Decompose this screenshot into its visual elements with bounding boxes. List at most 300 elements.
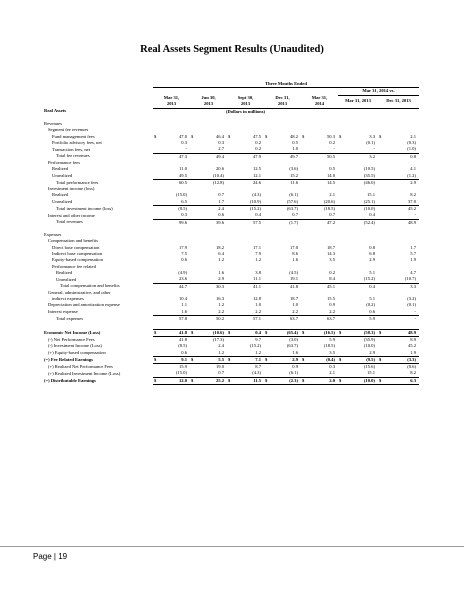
currency-symbol: $ bbox=[379, 329, 382, 335]
value-cell bbox=[190, 173, 227, 180]
cell-value: 0.2 bbox=[255, 140, 261, 146]
value-cell bbox=[227, 199, 264, 206]
cell-value: 1.0 bbox=[292, 302, 298, 308]
cell-value: 45.2 bbox=[407, 205, 416, 211]
value-cell bbox=[190, 356, 227, 363]
table-row bbox=[44, 364, 419, 371]
currency-symbol: $ bbox=[228, 377, 231, 383]
value-cell bbox=[338, 316, 378, 323]
table-row bbox=[44, 337, 419, 344]
cell-value: 11.1 bbox=[253, 276, 261, 282]
cell-value: 57.5 bbox=[252, 219, 261, 225]
value-cell bbox=[264, 350, 301, 357]
value-cell bbox=[227, 356, 264, 363]
cell-value: 1.2 bbox=[218, 349, 224, 355]
row-label: Interest expense bbox=[48, 308, 78, 314]
row-label: Compensation and benefits bbox=[48, 238, 99, 244]
cell-value: 57.8 bbox=[178, 316, 187, 322]
cell-value: (15.2) bbox=[249, 343, 261, 349]
value-cell bbox=[338, 283, 378, 290]
cell-value: (3.6) bbox=[289, 166, 298, 172]
footer-rule bbox=[0, 546, 464, 547]
value-cell bbox=[301, 309, 338, 316]
cell-value: (16.5) bbox=[323, 329, 335, 335]
cell-value: 1.7 bbox=[410, 244, 416, 250]
cell-value: (1.7) bbox=[289, 219, 298, 225]
currency-symbol: $ bbox=[302, 329, 305, 335]
value-cell bbox=[227, 219, 264, 226]
value-cell bbox=[190, 153, 227, 160]
value-cell bbox=[338, 153, 378, 160]
value-cell bbox=[190, 146, 227, 153]
cell-value: (1.0) bbox=[407, 146, 416, 152]
value-cell bbox=[264, 356, 301, 363]
value-cell bbox=[301, 212, 338, 219]
cell-value: 1.1 bbox=[181, 302, 187, 308]
cell-value: - bbox=[333, 146, 335, 152]
value-cell bbox=[227, 337, 264, 344]
value-cell bbox=[338, 146, 378, 153]
cell-value: 0.4 bbox=[255, 329, 261, 335]
cell-value: (3.0) bbox=[289, 336, 298, 342]
cell-value: (10.6) bbox=[212, 329, 224, 335]
value-cell bbox=[378, 316, 419, 323]
cell-value: 14.0 bbox=[326, 172, 335, 178]
cell-value: 0.4 bbox=[255, 212, 261, 218]
table-row bbox=[44, 173, 419, 180]
currency-symbol: $ bbox=[339, 356, 342, 362]
cell-value: (17.3) bbox=[212, 336, 224, 342]
cell-value: (4.3) bbox=[252, 370, 261, 376]
cell-value: (6.1) bbox=[289, 192, 298, 198]
cell-value: 0.6 bbox=[181, 349, 187, 355]
row-label: Portfolio advisory fees, net bbox=[52, 140, 102, 146]
cell-value: 0.8 bbox=[410, 153, 416, 159]
cell-value: 45.2 bbox=[407, 343, 416, 349]
value-cell bbox=[227, 206, 264, 213]
cell-value: (20.6) bbox=[323, 198, 335, 204]
currency-symbol: $ bbox=[302, 133, 305, 139]
col-header-5: Mar 31, bbox=[311, 95, 328, 100]
cell-value: (12.8) bbox=[212, 179, 224, 185]
cell-value: 0.3 bbox=[218, 140, 224, 146]
cell-value: 4.7 bbox=[410, 270, 416, 275]
cell-value: (8.5) bbox=[178, 205, 187, 211]
value-cell bbox=[301, 364, 338, 371]
row-label: Transaction fees, net bbox=[52, 146, 90, 152]
table-row bbox=[44, 283, 419, 290]
col-header-3: Sept 30, bbox=[237, 95, 254, 100]
row-label: indirect expenses bbox=[52, 296, 84, 302]
cell-value: (35.9) bbox=[363, 336, 375, 342]
value-cell bbox=[301, 206, 338, 213]
cell-value: (0.6) bbox=[407, 364, 416, 370]
empty-cell bbox=[301, 322, 338, 329]
table-row bbox=[44, 219, 419, 226]
cell-value: 6.4 bbox=[218, 251, 224, 257]
currency-symbol: $ bbox=[379, 356, 382, 362]
value-cell bbox=[190, 350, 227, 357]
row-label: (+) Realized Investment Income (Loss) bbox=[48, 370, 121, 376]
segment-results-table bbox=[44, 81, 419, 385]
cell-value: (63.7) bbox=[286, 205, 298, 211]
cell-value: 15.1 bbox=[366, 370, 375, 376]
cell-value: 41.1 bbox=[252, 283, 261, 289]
cell-value: (10.5) bbox=[363, 166, 375, 172]
cell-value: (18.5) bbox=[323, 205, 335, 211]
cell-value: 8.9 bbox=[410, 336, 416, 342]
currency-symbol: $ bbox=[191, 329, 194, 335]
value-cell bbox=[190, 329, 227, 336]
value-cell bbox=[153, 329, 190, 336]
empty-cell bbox=[190, 322, 227, 329]
value-cell bbox=[264, 276, 301, 283]
cell-value: 47.3 bbox=[178, 153, 187, 159]
col-header-year-3: 2013 bbox=[227, 101, 264, 108]
value-cell bbox=[153, 350, 190, 357]
cell-value: (10.0) bbox=[363, 343, 375, 349]
cell-value: 3.2 bbox=[369, 153, 375, 159]
value-cell bbox=[190, 179, 227, 186]
table-row bbox=[44, 309, 419, 316]
row-label: Unrealized bbox=[52, 172, 73, 178]
cell-value: 48.9 bbox=[407, 219, 416, 225]
cell-value: (46.0) bbox=[363, 179, 375, 185]
cell-value: 14.3 bbox=[326, 251, 335, 257]
value-cell bbox=[227, 146, 264, 153]
value-cell bbox=[264, 153, 301, 160]
row-label: Fund management fees bbox=[52, 133, 95, 139]
value-cell bbox=[301, 173, 338, 180]
three-months-header: Three Months Ended bbox=[153, 81, 419, 88]
cell-value: 2.1 bbox=[329, 370, 335, 376]
vs-col-header-2: Dec 31, 2013 bbox=[378, 95, 419, 108]
cell-value: 2.4 bbox=[218, 205, 224, 211]
cell-value: 18.7 bbox=[326, 244, 335, 250]
currency-symbol: $ bbox=[228, 329, 231, 335]
cell-value: (0.3) bbox=[407, 140, 416, 146]
currency-symbol: $ bbox=[265, 377, 268, 383]
cell-value: (63.7) bbox=[286, 343, 298, 349]
table-row bbox=[44, 316, 419, 323]
value-cell bbox=[227, 276, 264, 283]
cell-value: 2.9 bbox=[218, 276, 224, 282]
table-row bbox=[44, 179, 419, 186]
value-cell bbox=[153, 377, 190, 384]
value-cell bbox=[264, 309, 301, 316]
cell-value: 2.2 bbox=[329, 308, 335, 314]
cell-value: (0.4) bbox=[326, 356, 335, 362]
value-cell bbox=[264, 179, 301, 186]
row-label: Segment fee revenues bbox=[48, 127, 89, 133]
value-cell bbox=[190, 337, 227, 344]
table-row bbox=[44, 199, 419, 206]
cell-value: (25.1) bbox=[363, 198, 375, 204]
empty-cell bbox=[153, 322, 190, 329]
value-cell bbox=[190, 316, 227, 323]
cell-value: 15.5 bbox=[326, 296, 335, 302]
cell-value: 8.7 bbox=[255, 364, 261, 370]
currency-symbol: $ bbox=[339, 329, 342, 335]
row-label: (=) Distributable Earnings bbox=[44, 377, 96, 383]
row-label: Unrealized bbox=[52, 198, 73, 204]
cell-value: 0.7 bbox=[218, 370, 224, 376]
value-cell bbox=[227, 179, 264, 186]
col-header-year-4: 2013 bbox=[264, 101, 301, 108]
cell-value: 37.0 bbox=[407, 198, 416, 204]
cell-value: 18.2 bbox=[215, 244, 224, 250]
value-cell bbox=[378, 337, 419, 344]
cell-value: (3.2) bbox=[407, 296, 416, 302]
cell-value: 8.2 bbox=[410, 370, 416, 376]
currency-symbol: $ bbox=[228, 133, 231, 139]
value-cell bbox=[264, 173, 301, 180]
table-row bbox=[44, 350, 419, 357]
row-label: Total revenues bbox=[56, 219, 83, 225]
currency-symbol: $ bbox=[339, 377, 342, 383]
value-cell bbox=[378, 356, 419, 363]
value-cell bbox=[190, 377, 227, 384]
cell-value: 0.6 bbox=[369, 308, 375, 314]
value-cell bbox=[153, 173, 190, 180]
currency-symbol: $ bbox=[154, 356, 157, 362]
value-cell bbox=[227, 316, 264, 323]
table-row bbox=[44, 329, 419, 336]
col-header-year-5: 2014 bbox=[301, 101, 338, 108]
value-cell bbox=[338, 371, 378, 378]
value-cell bbox=[190, 219, 227, 226]
vs-col-header-1: Mar 31, 2013 bbox=[338, 95, 378, 108]
cell-value: 11.6 bbox=[290, 179, 298, 185]
page-number: Page | 19 bbox=[33, 552, 68, 561]
cell-value: 50.5 bbox=[326, 153, 335, 159]
cell-value: 41.8 bbox=[289, 283, 298, 289]
cell-value: 6.8 bbox=[369, 251, 375, 257]
col-header-4: Dec 31, bbox=[275, 95, 290, 100]
cell-value: 1.9 bbox=[410, 257, 416, 263]
cell-value: 15.9 bbox=[178, 364, 187, 370]
cell-value: 0.5 bbox=[292, 140, 298, 146]
row-label: Realized bbox=[52, 192, 69, 198]
cell-value: 2.9 bbox=[410, 179, 416, 185]
cell-value: - bbox=[414, 316, 416, 322]
cell-value: 12.0 bbox=[178, 377, 187, 383]
cell-value: 99.6 bbox=[178, 219, 187, 225]
cell-value: 5.1 bbox=[369, 296, 375, 302]
currency-symbol: $ bbox=[302, 377, 305, 383]
value-cell bbox=[153, 337, 190, 344]
cell-value: 50.3 bbox=[326, 133, 335, 139]
value-cell bbox=[153, 316, 190, 323]
cell-value: (52.4) bbox=[363, 219, 375, 225]
row-label: Performance fee related bbox=[52, 263, 96, 269]
value-cell bbox=[153, 356, 190, 363]
value-cell bbox=[153, 309, 190, 316]
cell-value: 24.6 bbox=[252, 179, 261, 185]
cell-value: 5.1 bbox=[369, 270, 375, 275]
value-cell bbox=[153, 219, 190, 226]
cell-value: 23.6 bbox=[178, 276, 187, 282]
cell-value: 39.6 bbox=[215, 219, 224, 225]
row-label: Direct base compensation bbox=[52, 244, 100, 250]
currency-symbol: $ bbox=[191, 356, 194, 362]
value-cell bbox=[338, 173, 378, 180]
row-label: Total compensation and benefits bbox=[60, 283, 120, 289]
cell-value: (15.2) bbox=[249, 205, 261, 211]
cell-value: 5.9 bbox=[329, 336, 335, 342]
cell-value: 1.2 bbox=[255, 349, 261, 355]
row-label: (-) Net Performance Fees bbox=[48, 336, 95, 342]
currency-symbol: $ bbox=[379, 133, 382, 139]
cell-value: (0.2) bbox=[366, 302, 375, 308]
cell-value: (10.9) bbox=[249, 198, 261, 204]
row-label: General, administrative, and other bbox=[48, 290, 111, 295]
value-cell bbox=[153, 276, 190, 283]
value-cell bbox=[153, 179, 190, 186]
cell-value: 1.6 bbox=[218, 270, 224, 275]
value-cell bbox=[301, 276, 338, 283]
value-cell bbox=[190, 199, 227, 206]
cell-value: 11.5 bbox=[253, 377, 261, 383]
cell-value: (35.5) bbox=[363, 172, 375, 178]
table-row bbox=[44, 206, 419, 213]
value-cell bbox=[338, 206, 378, 213]
row-label: Total fee revenues bbox=[56, 153, 90, 159]
value-cell bbox=[264, 329, 301, 336]
value-cell bbox=[264, 316, 301, 323]
value-cell bbox=[378, 206, 419, 213]
value-cell bbox=[227, 371, 264, 378]
cell-value: (10.0) bbox=[363, 377, 375, 383]
cell-value: 19.0 bbox=[215, 364, 224, 370]
value-cell bbox=[338, 377, 378, 384]
cell-value: 15.1 bbox=[366, 192, 375, 198]
col-header-1: Mar 31, bbox=[163, 95, 180, 100]
value-cell bbox=[190, 309, 227, 316]
value-cell bbox=[153, 283, 190, 290]
cell-value: (18.5) bbox=[323, 343, 335, 349]
cell-value: 0.3 bbox=[181, 212, 187, 218]
cell-value: - bbox=[414, 308, 416, 314]
value-cell bbox=[264, 377, 301, 384]
cell-value: 7.5 bbox=[181, 251, 187, 257]
row-label: Realized bbox=[56, 270, 73, 275]
value-cell bbox=[264, 199, 301, 206]
empty-cell bbox=[338, 322, 378, 329]
cell-value: 0.2 bbox=[329, 140, 335, 146]
cell-value: 2.9 bbox=[292, 356, 298, 362]
value-cell bbox=[153, 153, 190, 160]
cell-value: 1.2 bbox=[218, 302, 224, 308]
value-cell bbox=[338, 329, 378, 336]
row-label: Realized bbox=[52, 166, 69, 172]
currency-symbol: $ bbox=[265, 329, 268, 335]
cell-value: 15.2 bbox=[289, 172, 298, 178]
cell-value: (4.9) bbox=[178, 270, 187, 275]
currency-symbol: $ bbox=[265, 133, 268, 139]
value-cell bbox=[378, 173, 419, 180]
currency-symbol: $ bbox=[302, 356, 305, 362]
value-cell bbox=[227, 283, 264, 290]
value-cell bbox=[227, 350, 264, 357]
currency-symbol: $ bbox=[154, 133, 157, 139]
value-cell bbox=[153, 146, 190, 153]
currency-symbol: $ bbox=[339, 133, 342, 139]
cell-value: 3.8 bbox=[255, 270, 261, 275]
row-label: Economic Net Income (Loss) bbox=[44, 329, 101, 335]
cell-value: 0.7 bbox=[292, 212, 298, 218]
cell-value: 2.9 bbox=[369, 349, 375, 355]
value-cell bbox=[378, 276, 419, 283]
cell-value: 2.1 bbox=[410, 133, 416, 139]
section-label: Real Assets bbox=[44, 108, 67, 114]
cell-value: 1.2 bbox=[218, 257, 224, 263]
cell-value: 25.2 bbox=[215, 377, 224, 383]
value-cell bbox=[153, 212, 190, 219]
value-cell bbox=[264, 146, 301, 153]
cell-value: (58.3) bbox=[363, 329, 375, 335]
col-header-year-2: 2013 bbox=[190, 101, 227, 108]
value-cell bbox=[227, 377, 264, 384]
currency-symbol: $ bbox=[154, 377, 157, 383]
cell-value: 2.4 bbox=[218, 343, 224, 349]
cell-value: 49.5 bbox=[178, 172, 187, 178]
value-cell bbox=[301, 350, 338, 357]
value-cell bbox=[190, 206, 227, 213]
cell-value: 1.0 bbox=[292, 146, 298, 152]
cell-value: (4.5) bbox=[289, 270, 298, 275]
col-header-year-1: 2013 bbox=[153, 101, 190, 108]
cell-value: 1.9 bbox=[410, 349, 416, 355]
value-cell bbox=[301, 371, 338, 378]
cell-value: - bbox=[373, 146, 375, 152]
row-label bbox=[44, 322, 153, 329]
value-cell bbox=[301, 337, 338, 344]
cell-value: 9.1 bbox=[181, 356, 187, 362]
currency-symbol: $ bbox=[154, 329, 157, 335]
cell-value: 1.0 bbox=[255, 302, 261, 308]
cell-value: 5.9 bbox=[369, 316, 375, 322]
table-row bbox=[44, 212, 419, 219]
row-label: Interest and other income bbox=[48, 212, 95, 218]
value-cell bbox=[301, 179, 338, 186]
currency-symbol: $ bbox=[265, 356, 268, 362]
table-row bbox=[44, 356, 419, 363]
value-cell bbox=[264, 219, 301, 226]
cell-value: 0.8 bbox=[369, 244, 375, 250]
cell-value: (10.4) bbox=[212, 172, 224, 178]
cell-value: 0.6 bbox=[218, 212, 224, 218]
value-cell bbox=[227, 309, 264, 316]
cell-value: (0.1) bbox=[366, 140, 375, 146]
value-cell bbox=[190, 283, 227, 290]
cell-value: (0.1) bbox=[407, 302, 416, 308]
row-label: (-) Investment Income (Loss) bbox=[48, 343, 102, 349]
cell-value: 2.9 bbox=[369, 257, 375, 263]
value-cell bbox=[227, 153, 264, 160]
cell-value: 0.7 bbox=[218, 192, 224, 198]
cell-value: 17.9 bbox=[178, 244, 187, 250]
col-header-2: Jun 30, bbox=[201, 95, 216, 100]
row-label: Expenses bbox=[44, 232, 62, 238]
value-cell bbox=[153, 364, 190, 371]
cell-value: (10.0) bbox=[363, 205, 375, 211]
value-cell bbox=[378, 350, 419, 357]
value-cell bbox=[301, 199, 338, 206]
cell-value: 12.8 bbox=[252, 296, 261, 302]
value-cell bbox=[378, 283, 419, 290]
spacer-row bbox=[44, 322, 419, 329]
